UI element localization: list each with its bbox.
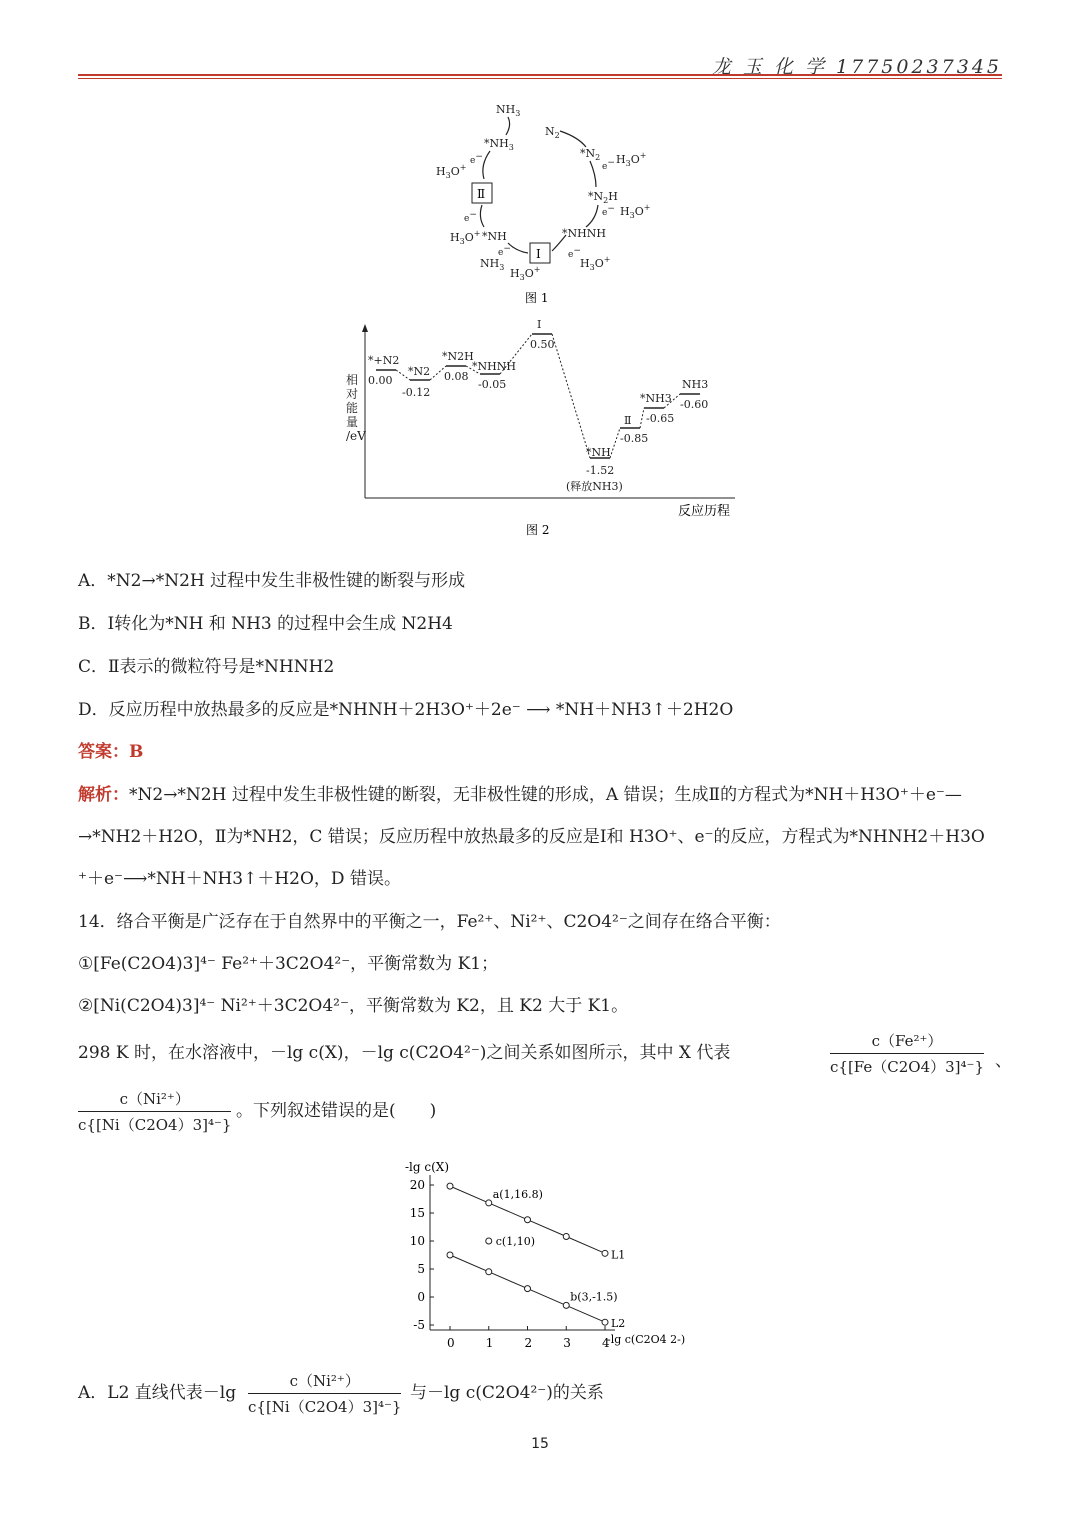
chart-x-tick-label: 2 [524,1336,533,1350]
chart-point-label: b(3,-1.5) [570,1290,618,1304]
node-nh3-top: $NH_3$ [496,103,521,118]
node-star-nh3: $*NH_3$ [484,137,514,152]
h3o-label: $H_3O^+$ [620,203,651,220]
box-II-label: Ⅱ [477,187,486,201]
node-n2: $N_2$ [545,125,560,140]
fraction-fe-num: c（Fe²⁺） [830,1030,984,1054]
level-value: -0.85 [620,432,649,445]
cycle-arrow [506,117,510,135]
chart-series-label: L1 [611,1248,626,1262]
cycle-arrow [560,131,586,147]
chart-y-tick-label: 20 [409,1178,425,1192]
analysis-label: 解析： [78,785,129,805]
box-I-label: Ⅰ [536,247,541,261]
chart-x-tick-label: 3 [563,1336,571,1350]
chart-series-point-L2 [447,1252,453,1258]
chart-y-tick-label: 5 [417,1262,425,1276]
header-text: 龙 玉 化 学 17750237345 [711,56,1002,78]
q14-option-a-pre: A．L2 直线代表－lg [78,1383,237,1403]
q14-eq2: ②[Ni(C2O4)3]⁴⁻ Ni²⁺＋3C2O4²⁻，平衡常数为 K2，且 K2 大于 K1。 [78,996,629,1016]
level-species: Ⅰ [537,318,542,331]
q14-298-text: 298 K 时，在水溶液中，－lg c(X)，－lg c(C2O4²⁻)之间关系如图所示，其中 X 代表 [78,1043,731,1063]
level-species: *NH [586,446,611,459]
chart-series-point-L1 [525,1217,531,1223]
level-species: *N2 [408,365,431,378]
cycle-arrow [483,151,490,179]
node-star-n2h: $*N_2H$ [588,190,618,205]
header-rule-thin [78,78,1002,79]
header-rule [78,74,1002,76]
fraction-fe [830,1030,984,1077]
level-value: 0.50 [530,338,555,351]
svg-text:能: 能 [346,401,359,415]
chart-x-tick-label: 4 [602,1336,610,1350]
fraction-ni-option [248,1370,401,1417]
chart-y-tick-label: 15 [409,1206,425,1220]
electron-label: e− [464,210,477,224]
q14-298-line [78,1042,730,1064]
electron-label: e− [602,204,615,218]
fraction-ni-option-den: c{[Ni（C2O4）3]⁴⁻} [248,1398,402,1416]
chart-y-tick-label: 0 [417,1290,425,1304]
release-note: (释放NH3) [566,480,623,493]
cycle-arrow [590,161,596,187]
chart-series-point-L2 [602,1319,608,1325]
node-nh3-bottom: $NH_3$ [480,257,505,272]
cycle-arrow [508,243,528,253]
level-value: -0.05 [478,378,507,391]
level-species: *NHNH [472,360,516,373]
option-13-a: A．*N2→*N2H 过程中发生非极性键的断裂与形成 [78,571,466,591]
q14-option-a-post: 与－lg c(C2O4²⁻)的关系 [410,1383,604,1403]
chart-series-point-L2 [563,1302,569,1308]
figure-1-cycle [420,95,660,310]
q14-eq1: ①[Fe(C2O4)3]⁴⁻ Fe²⁺＋3C2O4²⁻，平衡常数为 K1； [78,954,499,974]
chart-point-c [486,1238,492,1244]
fig1-caption: 图 1 [525,291,549,305]
h3o-label: $H_3O^+$ [450,229,481,246]
level-species: *N2H [442,350,474,363]
fig2-caption: 图 2 [526,523,550,537]
fraction-ni-option-num: c（Ni²⁺） [248,1370,401,1394]
option-13-b: B．Ⅰ转化为*NH 和 NH3 的过程中会生成 N2H4 [78,614,453,634]
chart-series-point-L2 [486,1269,492,1275]
fraction-ni [78,1088,231,1135]
cycle-arrow [480,205,484,227]
electron-label: e− [568,246,581,260]
level-value: 0.00 [368,374,393,387]
level-species: Ⅱ [624,414,632,427]
q14-tail: 。下列叙述错误的是( ) [236,1101,437,1121]
q14-stem: 14．络合平衡是广泛存在于自然界中的平衡之一，Fe²⁺、Ni²⁺、C2O4²⁻之间存在络合平衡： [78,912,781,932]
level-value: -0.12 [402,386,431,399]
level-value: -0.60 [680,398,709,411]
chart-ylabel: -lg c(X) [405,1160,450,1174]
chart-series-point-L2 [525,1286,531,1292]
h3o-label: $H_3O^+$ [616,151,647,168]
chart-series-label: L2 [611,1317,626,1331]
chart-point-label: a(1,16.8) [492,1187,543,1201]
analysis-text-1: *N2→*N2H 过程中发生非极性键的断裂，无非极性键的形成，A 错误；生成Ⅱ的方程式为*NH＋H3O⁺＋e⁻— [129,785,962,805]
q14-chart [395,1155,695,1355]
q14-option-a [78,1382,236,1404]
chart-y-tick-label: 10 [409,1234,425,1248]
answer-line [78,741,143,763]
svg-text:对: 对 [346,387,359,401]
analysis-line-1 [78,784,962,806]
fraction-ni-den: c{[Ni（C2O4）3]⁴⁻} [78,1116,232,1134]
x-axis-label: 反应历程 [678,504,731,519]
option-13-d: D．反应历程中放热最多的反应是*NHNH＋2H3O⁺＋2e⁻ ⟶ *NH＋NH3↑＋2H2O [78,700,734,720]
chart-xlabel: -lg c(C2O4 2-) [607,1333,686,1346]
h3o-label: $H_3O^+$ [580,255,611,272]
node-star-n2: $*N_2$ [580,147,601,162]
answer-label: 答案： [78,742,129,762]
h3o-label: $H_3O^+$ [510,265,541,282]
level-species: NH3 [682,378,709,391]
node-star-nh: *NH [482,230,507,243]
figure-2-energy [340,312,740,540]
electron-label: e− [498,244,511,258]
chart-y-tick-label: -5 [413,1318,425,1332]
electron-label: e− [470,152,483,166]
svg-text:/eV: /eV [346,429,366,443]
answer-value: B [129,742,144,762]
chart-series-point-L1 [486,1200,492,1206]
chart-x-tick-label: 1 [485,1336,494,1350]
level-value: -0.65 [646,412,675,425]
chart-x-tick-label: 0 [447,1336,455,1350]
comma: 、 [995,1051,1012,1071]
cycle-arrow [552,235,566,251]
fraction-fe-den: c{[Fe（C2O4）3]⁴⁻} [830,1058,984,1076]
svg-text:量: 量 [346,415,359,429]
electron-label: e− [602,158,615,172]
chart-point-label: c(1,10) [495,1235,535,1248]
cycle-arrow [586,205,598,227]
node-star-nhnh: *NHNH [562,227,606,240]
level-species: *NH3 [640,392,672,405]
page-number: 15 [531,1436,549,1452]
analysis-line-3: ⁺＋e⁻⟶*NH＋NH3↑＋H2O，D 错误。 [78,869,401,889]
option-13-c: C．Ⅱ表示的微粒符号是*NHNH2 [78,657,335,677]
h3o-label: $H_3O^+$ [436,163,467,180]
chart-series-point-L1 [563,1234,569,1240]
y-axis-label-1: 相 [346,373,359,387]
chart-series-point-L1 [602,1250,608,1256]
level-value: 0.08 [444,370,469,383]
fraction-ni-num: c（Ni²⁺） [78,1088,231,1112]
chart-series-point-L1 [447,1183,453,1189]
analysis-line-2: →*NH2＋H2O，Ⅱ为*NH2，C 错误；反应历程中放热最多的反应是Ⅰ和 H3O⁺、e⁻的反应，方程式为*NHNH2＋H3O [78,827,985,847]
level-species: *+N2 [368,354,400,367]
level-value: -1.52 [586,464,615,477]
